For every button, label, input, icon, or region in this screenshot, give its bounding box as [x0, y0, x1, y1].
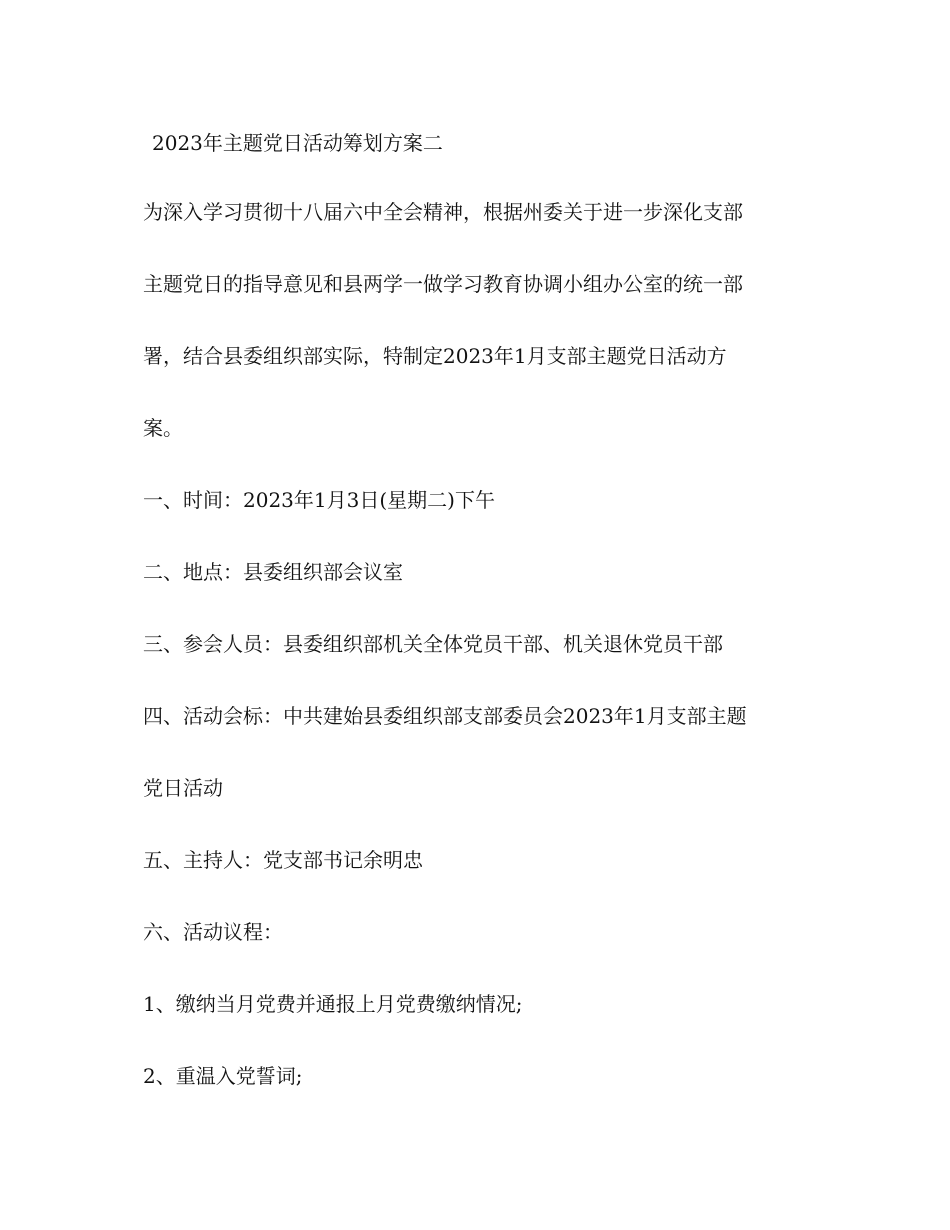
agenda-item: 2、重温入党誓词; [143, 1064, 303, 1088]
section-banner: 四、活动会标：中共建始县委组织部支部委员会2023年1月支部主题 [143, 704, 747, 728]
section-attendees: 三、参会人员：县委组织部机关全体党员干部、机关退休党员干部 [143, 632, 723, 656]
section-banner-continued: 党日活动 [143, 776, 223, 800]
paragraph-line: 主题党日的指导意见和县两学一做学习教育协调小组办公室的统一部 [143, 272, 743, 296]
agenda-item: 1、缴纳当月党费并通报上月党费缴纳情况; [143, 992, 523, 1016]
section-agenda: 六、活动议程： [143, 920, 283, 944]
paragraph-line: 署，结合县委组织部实际，特制定2023年1月支部主题党日活动方 [143, 344, 727, 368]
document-title: 2023年主题党日活动筹划方案二 [152, 131, 443, 155]
paragraph-line: 为深入学习贯彻十八届六中全会精神，根据州委关于进一步深化支部 [143, 200, 743, 224]
paragraph-line: 案。 [143, 416, 183, 440]
section-location: 二、地点：县委组织部会议室 [143, 560, 403, 584]
document-body [143, 197, 823, 1133]
section-host: 五、主持人：党支部书记余明忠 [143, 848, 423, 872]
section-time: 一、时间：2023年1月3日(星期二)下午 [143, 488, 495, 512]
